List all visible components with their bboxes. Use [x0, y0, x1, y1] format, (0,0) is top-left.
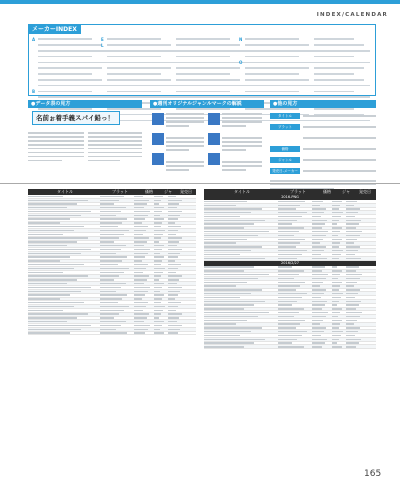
maker-entry	[32, 54, 110, 59]
maker-entry	[308, 78, 372, 83]
page-number: 165	[364, 469, 382, 479]
maker-entry	[170, 49, 248, 54]
maker-index-title: メーカーINDEX	[29, 25, 81, 34]
maker-entry	[101, 49, 179, 54]
spec-section	[270, 100, 376, 188]
maker-entry	[239, 72, 317, 77]
right-table-subhead-1: 2016-PNG	[204, 195, 376, 200]
maker-entry	[32, 49, 110, 54]
genre-mark-title: ●週刊オリジナルジャンルマークの解説	[150, 100, 264, 108]
maker-entry	[101, 83, 179, 88]
maker-entry	[239, 83, 317, 88]
maker-entry	[239, 60, 317, 65]
legend-sample-text: 名前ぉ着手義スパイ鉛っ！	[36, 114, 114, 122]
maker-entry	[101, 89, 179, 94]
maker-entry	[308, 54, 372, 59]
maker-entry	[170, 72, 248, 77]
data-legend-title: ●データ表の見方	[28, 100, 142, 108]
maker-entry	[239, 66, 317, 71]
genre-badge-5	[208, 133, 220, 145]
spec-row-label	[270, 135, 300, 141]
spec-title: ●他の見方	[270, 100, 376, 108]
table-row	[28, 332, 196, 336]
spec-row-label: 発売日-メーカー	[270, 168, 300, 174]
genre-badge-1	[152, 113, 164, 125]
spec-row	[270, 146, 376, 152]
maker-entry	[308, 89, 372, 94]
genre-badge-6	[208, 153, 220, 165]
left-table-header: タイトル プラット 価格 ジャ 発売日	[28, 189, 196, 195]
maker-index-letter: O	[239, 59, 243, 65]
maker-entry	[170, 37, 248, 42]
left-data-table	[28, 189, 196, 335]
maker-index-letter: B	[32, 88, 36, 94]
data-legend-section	[28, 100, 142, 188]
maker-entry	[170, 54, 248, 59]
maker-entry	[308, 95, 372, 100]
maker-entry	[308, 37, 372, 42]
spec-row	[270, 168, 376, 174]
maker-entry	[308, 43, 372, 48]
maker-entry	[170, 43, 248, 48]
maker-entry	[101, 54, 179, 59]
top-accent-line	[0, 0, 400, 4]
maker-entry	[308, 83, 372, 88]
maker-entry	[32, 89, 110, 94]
right-table-header: タイトル プラット 価格 ジャ 発売日	[204, 189, 376, 195]
maker-entry	[308, 60, 372, 65]
maker-entry	[101, 72, 179, 77]
maker-index-letter: A	[32, 36, 36, 42]
maker-entry	[239, 37, 317, 42]
genre-badge-3	[152, 153, 164, 165]
maker-entry	[101, 78, 179, 83]
maker-entry	[32, 78, 110, 83]
section-divider	[0, 183, 400, 184]
legend-sample-box	[32, 111, 120, 125]
maker-entry	[101, 43, 179, 48]
maker-entry	[32, 37, 110, 42]
maker-entry	[239, 54, 317, 59]
maker-entry	[32, 83, 110, 88]
maker-entry	[239, 78, 317, 83]
table-row	[204, 345, 376, 349]
maker-entry	[101, 60, 179, 65]
maker-entry	[239, 95, 317, 100]
maker-entry	[308, 72, 372, 77]
maker-index-letter: N	[239, 36, 243, 42]
spec-row-label: プラット	[270, 124, 300, 130]
maker-entry	[308, 49, 372, 54]
maker-entry	[170, 60, 248, 65]
maker-entry	[101, 66, 179, 71]
genre-mark-section	[150, 100, 264, 188]
maker-entry	[32, 66, 110, 71]
spec-row-label: タイトル	[270, 113, 300, 119]
maker-entry	[239, 89, 317, 94]
spec-row	[270, 113, 376, 119]
maker-entry	[308, 66, 372, 71]
maker-entry	[101, 37, 179, 42]
maker-entry	[32, 95, 110, 100]
maker-entry	[101, 95, 179, 100]
spec-row	[270, 124, 376, 130]
maker-entry	[32, 43, 110, 48]
right-table-subhead-2: 2016/2/27	[204, 261, 376, 266]
spec-row-label: 価格	[270, 146, 300, 152]
maker-entry	[239, 49, 317, 54]
maker-entry	[170, 78, 248, 83]
maker-entry	[170, 89, 248, 94]
genre-badge-2	[152, 133, 164, 145]
maker-entry	[239, 43, 317, 48]
maker-entry	[32, 72, 110, 77]
maker-entry	[170, 83, 248, 88]
maker-entry	[170, 95, 248, 100]
maker-index-letter: E	[101, 36, 104, 42]
maker-entry	[170, 66, 248, 71]
spec-row	[270, 135, 376, 141]
genre-badge-4	[208, 113, 220, 125]
maker-index-panel	[28, 24, 376, 96]
right-data-table	[204, 189, 376, 349]
maker-index-letter: L	[101, 42, 104, 48]
running-title: INDEX/CALENDAR	[316, 12, 388, 18]
maker-entry	[32, 60, 110, 65]
spec-row	[270, 157, 376, 163]
spec-row-label: ジャンル	[270, 157, 300, 163]
